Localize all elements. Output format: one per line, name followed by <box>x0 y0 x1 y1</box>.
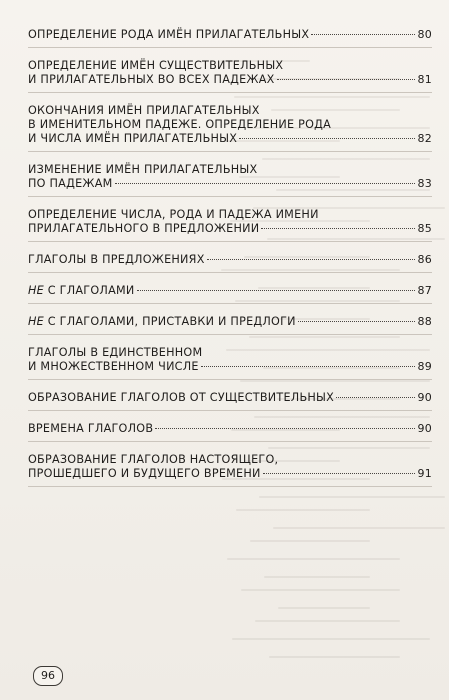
bleed-line <box>236 509 370 511</box>
toc-page-number: 85 <box>417 222 432 235</box>
toc-entry-title-line: ОБРАЗОВАНИЕ ГЛАГОЛОВ ОТ СУЩЕСТВИТЕЛЬНЫХ <box>28 391 335 404</box>
dot-leader <box>263 473 415 474</box>
toc-entry-title-line: ГЛАГОЛЫ В ЕДИНСТВЕННОМ <box>28 346 203 359</box>
toc-entry-title-line: НЕ С ГЛАГОЛАМИ, ПРИСТАВКИ И ПРЕДЛОГИ <box>28 315 296 328</box>
toc-entry-title-line: ОПРЕДЕЛЕНИЕ ЧИСЛА, РОДА И ПАДЕЖА ИМЕНИ <box>28 208 319 221</box>
toc-entry-title-line: НЕ С ГЛАГОЛАМИ <box>28 284 135 297</box>
bleed-line <box>232 638 430 640</box>
dot-leader <box>261 228 414 229</box>
bleed-line <box>264 576 370 578</box>
toc-entry-title-line: ОПРЕДЕЛЕНИЕ ИМЁН СУЩЕСТВИТЕЛЬНЫХ <box>28 59 284 72</box>
bleed-line <box>241 589 400 591</box>
toc-entry[interactable] <box>28 249 432 273</box>
toc-entry[interactable] <box>28 387 432 411</box>
toc-entry[interactable] <box>28 311 432 335</box>
toc-entry-title-line: И МНОЖЕСТВЕННОМ ЧИСЛЕ <box>28 360 199 373</box>
page-number-badge: 96 <box>33 666 63 686</box>
italic-particle: НЕ <box>28 284 44 297</box>
toc-page-number: 83 <box>417 177 432 190</box>
toc-entry-title-line: ПРИЛАГАТЕЛЬНОГО В ПРЕДЛОЖЕНИИ <box>28 222 260 235</box>
dot-leader <box>239 138 414 139</box>
italic-particle: НЕ <box>28 315 44 328</box>
toc-entry[interactable] <box>28 418 432 442</box>
toc-entry-title-line: ОКОНЧАНИЯ ИМЁН ПРИЛАГАТЕЛЬНЫХ <box>28 104 260 117</box>
toc-page-number: 88 <box>417 315 432 328</box>
toc-entry-title-line: ГЛАГОЛЫ В ПРЕДЛОЖЕНИЯХ <box>28 253 205 266</box>
toc-entry[interactable] <box>28 100 432 152</box>
dot-leader <box>298 321 415 322</box>
toc-entry-title-line: ВРЕМЕНА ГЛАГОЛОВ <box>28 422 154 435</box>
toc-page-number: 82 <box>417 132 432 145</box>
bleed-line <box>250 540 370 542</box>
dot-leader <box>115 183 415 184</box>
toc-page-number: 81 <box>417 73 432 86</box>
toc-entry[interactable] <box>28 342 432 380</box>
toc-entry[interactable] <box>28 449 432 487</box>
toc-page-number: 90 <box>417 422 432 435</box>
bleed-line <box>273 527 445 529</box>
toc-entry[interactable] <box>28 24 432 48</box>
bleed-line <box>278 607 370 609</box>
toc-entry-title-line: И ЧИСЛА ИМЁН ПРИЛАГАТЕЛЬНЫХ <box>28 132 238 145</box>
toc-entry[interactable] <box>28 159 432 197</box>
bleed-line <box>259 496 445 498</box>
toc-entry-title-line: В ИМЕНИТЕЛЬНОМ ПАДЕЖЕ. ОПРЕДЕЛЕНИЕ РОДА <box>28 118 332 131</box>
toc-entry-title-line: И ПРИЛАГАТЕЛЬНЫХ ВО ВСЕХ ПАДЕЖАХ <box>28 73 275 86</box>
toc-page-number: 89 <box>417 360 432 373</box>
toc-page-number: 90 <box>417 391 432 404</box>
bleed-line <box>269 656 400 658</box>
toc-entry-title-line: ИЗМЕНЕНИЕ ИМЁН ПРИЛАГАТЕЛЬНЫХ <box>28 163 258 176</box>
dot-leader <box>336 397 414 398</box>
toc-entry[interactable] <box>28 280 432 304</box>
toc-entry[interactable] <box>28 55 432 93</box>
dot-leader <box>137 290 415 291</box>
dot-leader <box>201 366 415 367</box>
toc-entry-title-line: ПРОШЕДШЕГО И БУДУЩЕГО ВРЕМЕНИ <box>28 467 261 480</box>
toc-entry-title-line: ОБРАЗОВАНИЕ ГЛАГОЛОВ НАСТОЯЩЕГО, <box>28 453 279 466</box>
toc-entry-title-line: ОПРЕДЕЛЕНИЕ РОДА ИМЁН ПРИЛАГАТЕЛЬНЫХ <box>28 28 310 41</box>
dot-leader <box>311 34 414 35</box>
bleed-line <box>255 620 400 622</box>
table-of-contents <box>28 24 432 487</box>
dot-leader <box>155 428 414 429</box>
toc-page-number: 91 <box>417 467 432 480</box>
toc-page-number: 86 <box>417 253 432 266</box>
toc-entry[interactable] <box>28 204 432 242</box>
bleed-line <box>227 558 400 560</box>
toc-entry-title-line: ПО ПАДЕЖАМ <box>28 177 113 190</box>
toc-page-number: 80 <box>417 28 432 41</box>
dot-leader <box>207 259 415 260</box>
dot-leader <box>277 79 415 80</box>
toc-page-number: 87 <box>417 284 432 297</box>
